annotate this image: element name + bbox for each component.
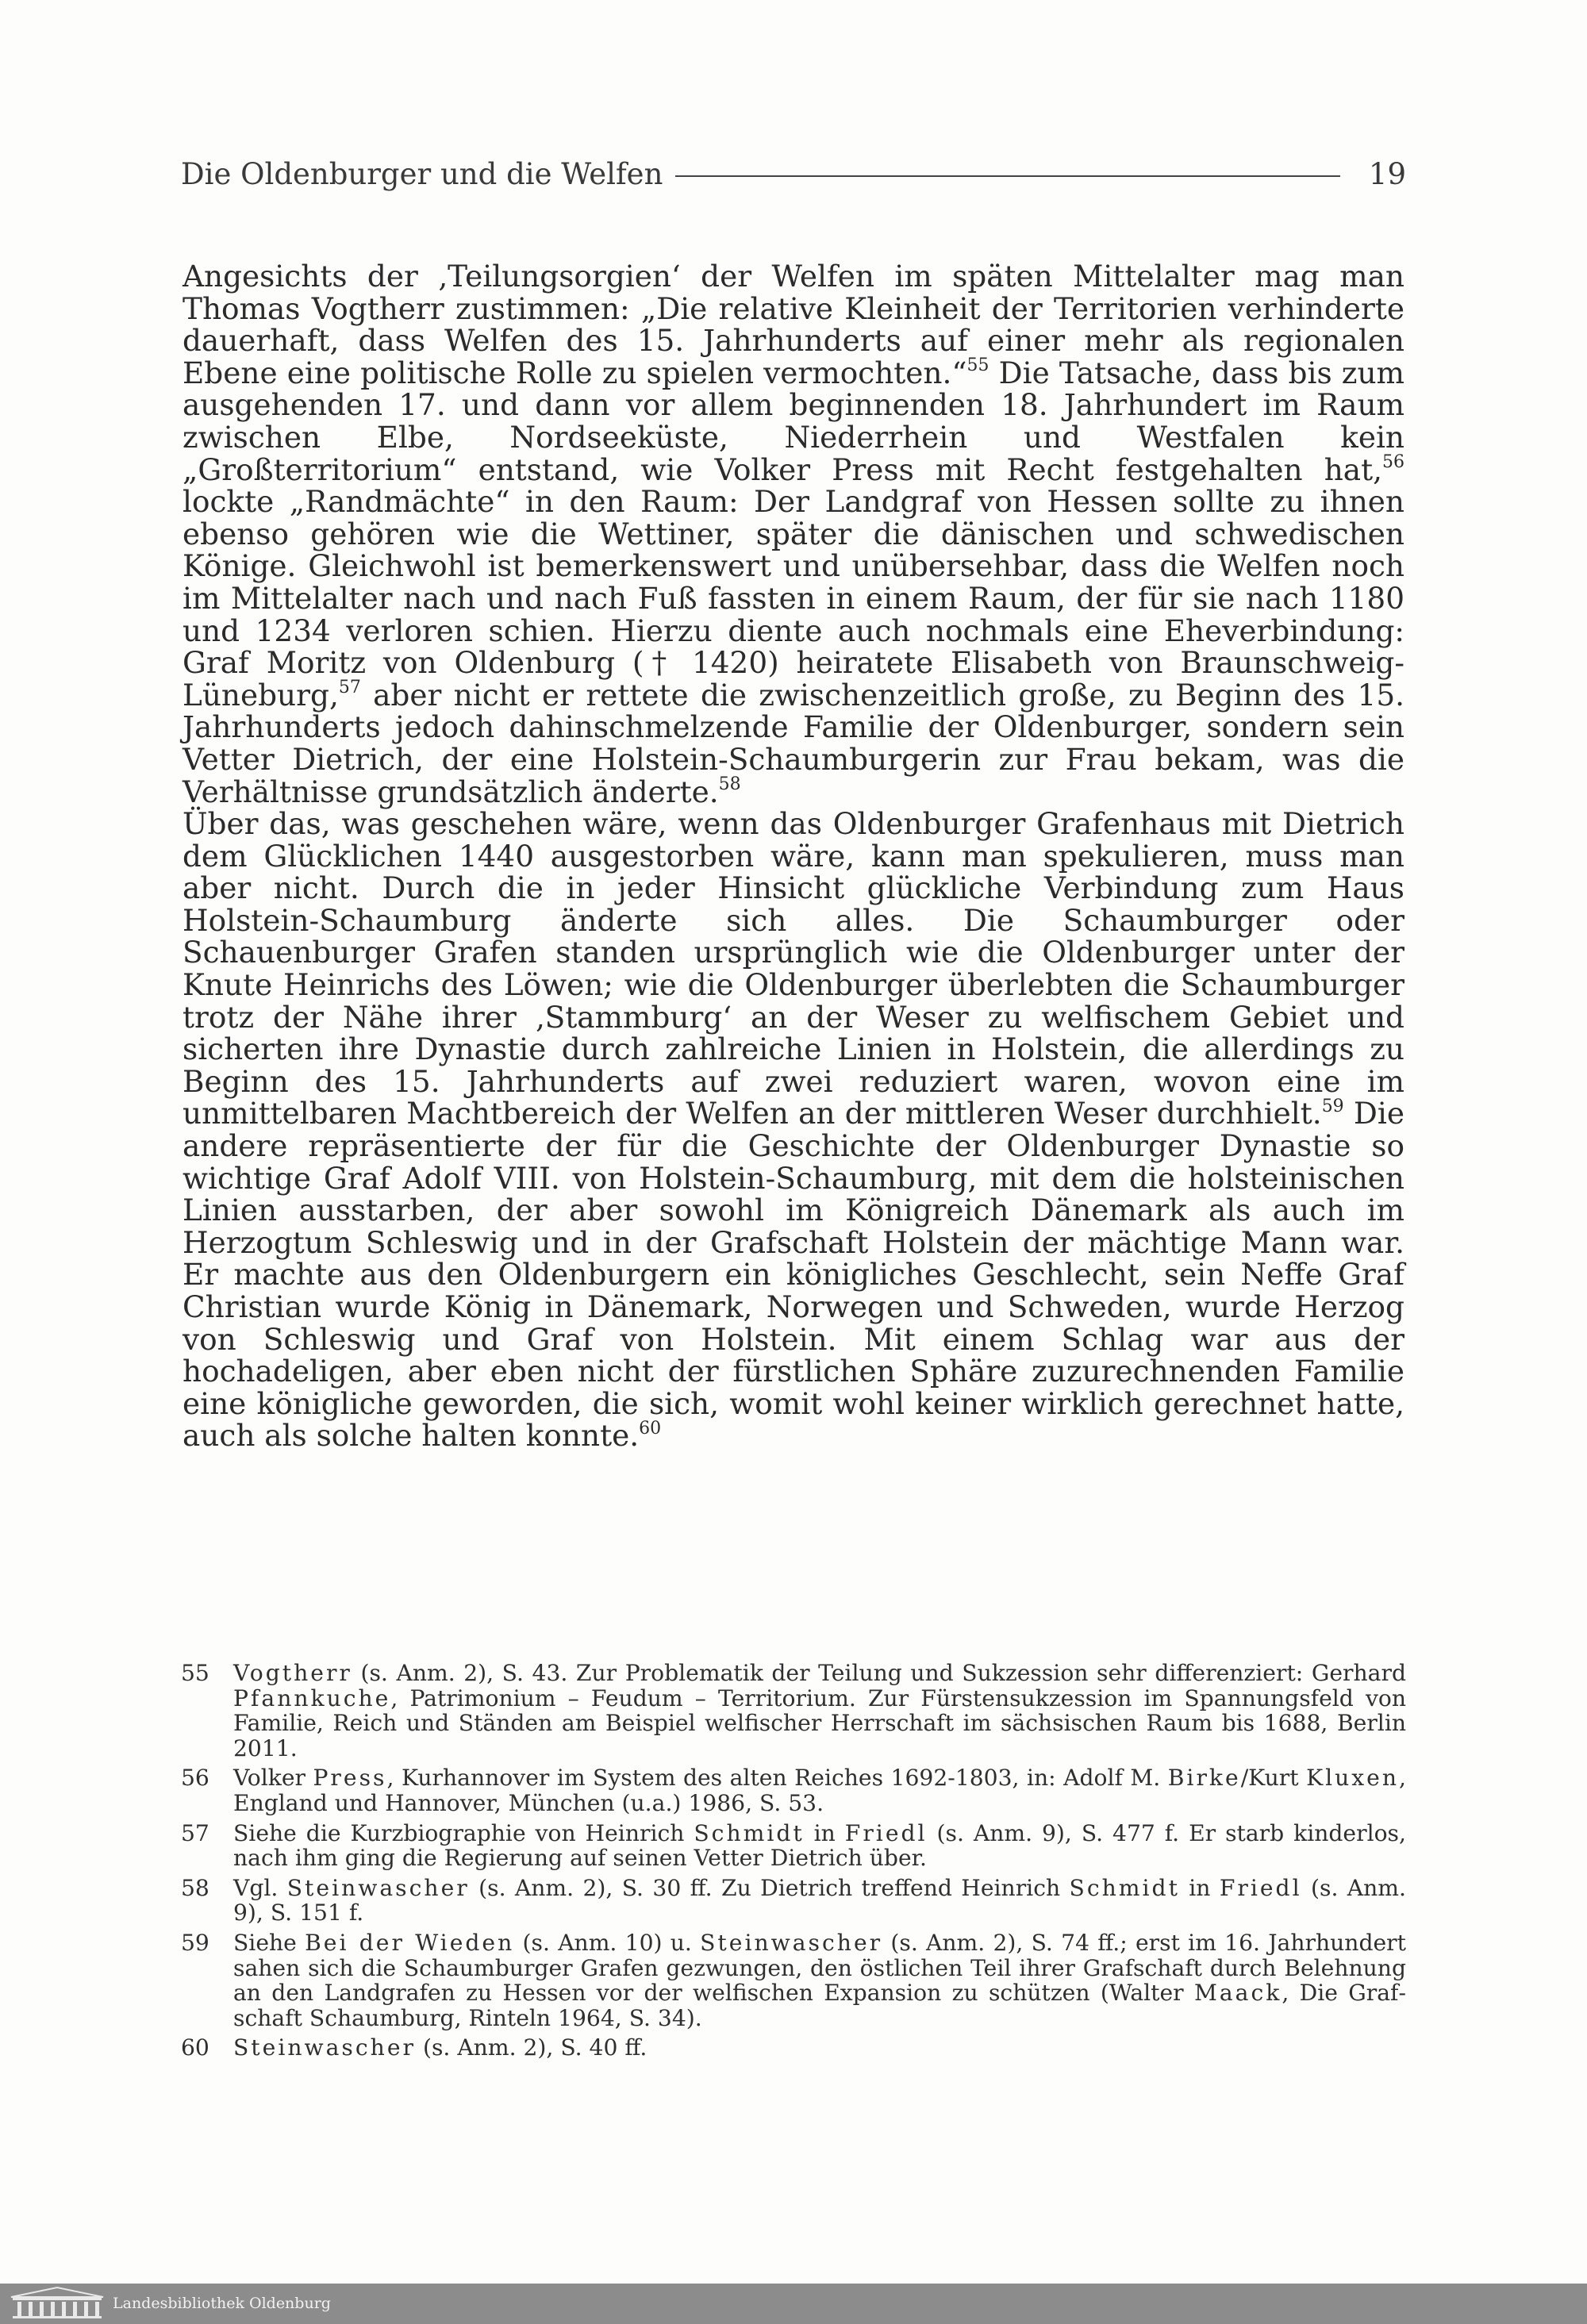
- footnote: [181, 1821, 1406, 1871]
- text-run: Siehe: [233, 1929, 305, 1956]
- footnote-text: [233, 1876, 1406, 1926]
- text-run: (s. Anm. 9), S. 477 f. Er starb kinderlos, nach ihm ging die Regierung auf seinen Vetter Dietrich über.: [233, 1819, 1406, 1872]
- text-run: in: [1179, 1874, 1220, 1901]
- footnote: [181, 1876, 1406, 1926]
- footnote-reference: 59: [1321, 1096, 1344, 1116]
- author-name: Vogtherr: [233, 1660, 352, 1686]
- author-name: Kluxen: [1306, 1765, 1400, 1792]
- author-name: Steinwascher: [233, 2034, 416, 2061]
- author-name: Pfannkuche: [233, 1684, 391, 1711]
- author-name: Bei der Wieden: [305, 1929, 515, 1956]
- author-name: Press: [313, 1765, 387, 1792]
- text-run: lockte „Randmächte“ in den Raum: Der Landgraf von Hessen sollte zu ihnen ebenso gehören wie die Wettiner, später die dänischen und schwedischen Könige. Gleichwohl ist bemerkenswert und unübersehbar, dass die Welfen noch im Mittelalter nach und nach Fuß fassten in einem Raum, der für sie nach 1180 und 1234 verloren schien. Hierzu diente auch nochmals eine Eheverbindung: Graf Moritz von Oldenburg († 1420) heiratete Elisabeth von Braunschweig-Lüneburg,: [183, 484, 1404, 713]
- footnote-number: 59: [181, 1929, 209, 1956]
- author-name: Maack: [1193, 1980, 1282, 2007]
- running-head-title: Die Oldenburger und die Welfen: [181, 156, 663, 191]
- footnote-number: 55: [181, 1660, 209, 1686]
- footnote-number: 60: [181, 2034, 209, 2061]
- text-run: Die andere repräsentierte der für die Geschichte der Oldenburger Dynastie so wichtige Graf Adolf VIII. von Holstein-Schaumburg, mit dem die holsteinischen Linien ausstarben, der aber sowohl im Königreich Dänemark als auch im Herzogtum Schleswig und in der Grafschaft Holstein der mächtige Mann war. Er machte aus den Oldenburgern ein königliches Geschlecht, sein Neffe Graf Christian wurde König in Dänemark, Norwegen und Schweden, wurde Herzog von Schleswig und Graf von Holstein. Mit einem Schlag war aus der hochadeligen, aber eben nicht der fürstlichen Sphäre zuzurechnenden Familie eine königliche geworden, die sich, womit wohl keiner wirklich gerechnet hatte, auch als solche halten konnte.: [183, 1096, 1404, 1454]
- running-head: [181, 153, 1406, 194]
- text-run: , Kurhannover im System des alten Reiches 1692-1803, in: Adolf M.: [386, 1765, 1168, 1792]
- footnote-text: [233, 1821, 1406, 1871]
- text-run: , Patrimonium – Feudum – Territorium. Zur Fürstensukzession im Spannungsfeld von Familie, Reich und Ständen am Beispiel welfischer Herrschaft im sächsischen Raum bis 1688, Berlin 2011.: [233, 1684, 1406, 1761]
- running-head-rule: [675, 175, 1339, 177]
- author-name: Steinwascher: [700, 1929, 883, 1956]
- author-name: Birke: [1167, 1765, 1241, 1792]
- author-name: Schmidt: [1069, 1874, 1180, 1901]
- author-name: Friedl: [1219, 1874, 1302, 1901]
- page-number: 19: [1368, 156, 1406, 191]
- author-name: Steinwascher: [286, 1874, 470, 1901]
- footer-logo: [10, 2286, 331, 2321]
- footnote-number: 57: [181, 1819, 209, 1846]
- text-run: , Die Grafschaft Schaumburg, Rinteln 1964, S. 34).: [233, 1980, 1406, 2031]
- text-run: in: [804, 1819, 845, 1846]
- footnote-text: [233, 1930, 1406, 2030]
- footnote-reference: 55: [966, 355, 989, 376]
- footnote-text: [233, 1765, 1406, 1815]
- footnote-reference: 60: [639, 1418, 662, 1439]
- paragraph: [183, 808, 1404, 1452]
- footnote: [181, 1765, 1406, 1815]
- text-run: (s. Anm. 2), S. 43. Zur Problematik der Teilung und Sukzession sehr differenziert: Gerhard: [352, 1660, 1406, 1686]
- footnote-number: 58: [181, 1874, 209, 1901]
- footnote: [181, 2035, 1406, 2061]
- footnotes: [181, 1661, 1406, 2065]
- text-run: Volker: [233, 1765, 313, 1792]
- text-run: Die Tatsache, dass bis zum ausgehenden 17. und dann vor allem beginnenden 18. Jahrhundert im Raum zwischen Elbe, Nordseeküste, Niederrhein und Westfalen kein „Großterritorium“ entstand, wie Volker Press mit Recht festgehalten hat,: [183, 355, 1404, 487]
- text-run: /Kurt: [1240, 1765, 1307, 1792]
- footnote-text: [233, 2035, 1406, 2061]
- footnote-reference: 56: [1382, 452, 1404, 473]
- text-run: aber nicht er rettete die zwischenzeitlich große, zu Beginn des 15. Jahrhunderts jedoch dahinschmelzende Familie der Oldenburger, sondern sein Vetter Dietrich, der eine Holstein-Schaumburgerin zur Frau bekam, was die Verhältnisse grundsätzlich änderte.: [183, 677, 1404, 809]
- text-run: Vgl.: [233, 1874, 287, 1901]
- body-text: [183, 260, 1404, 1452]
- text-run: (s. Anm. 2), S. 30 ff. Zu Dietrich treffend Heinrich: [469, 1874, 1070, 1901]
- footnote: [181, 1930, 1406, 2030]
- text-run: Siehe die Kurzbiographie von Heinrich: [233, 1819, 694, 1846]
- text-run: (s. Anm. 9), S. 151 f.: [233, 1874, 1406, 1926]
- author-name: Schmidt: [694, 1819, 805, 1846]
- library-building-icon: [10, 2286, 105, 2321]
- text-run: (s. Anm. 10) u.: [514, 1929, 701, 1956]
- footer-label: Landesbibliothek Oldenburg: [113, 2295, 331, 2312]
- footnote-text: [233, 1661, 1406, 1761]
- text-run: (s. Anm. 2), S. 74 ff.; erst im 16. Jahrhundert sahen sich die Schaumburger Grafen gezwungen, den östlichen Teil ihrer Grafschaft durch Belehnung an den Landgrafen zu Hessen vor der welfischen Expansion zu schützen (Walter: [233, 1929, 1406, 2007]
- text-run: (s. Anm. 2), S. 40 ff.: [415, 2034, 647, 2061]
- footnote-number: 56: [181, 1765, 209, 1792]
- paragraph: [183, 260, 1404, 808]
- footnote-reference: 58: [718, 774, 741, 795]
- text-run: Über das, was geschehen wäre, wenn das Oldenburger Grafenhaus mit Dietrich dem Glücklichen 1440 ausgestorben wäre, kann man spekulieren, muss man aber nicht. Durch die in jeder Hinsicht glückliche Verbindung zum Haus Holstein-Schaumburg änderte sich alles. Die Schaumburger oder Schauenburger Grafen standen ursprünglich wie die Oldenburger unter der Knute Heinrichs des Löwen; wie die Oldenburger überlebten die Schaumburger trotz der Nähe ihrer ‚Stammburg‘ an der Weser zu welfischem Gebiet und sicherten ihre Dynastie durch zahlreiche Linien in Holstein, die allerdings zu Beginn des 15. Jahrhunderts auf zwei reduziert waren, wovon eine im unmittelbaren Machtbereich der Welfen an der mittleren Weser durchhielt.: [183, 806, 1404, 1131]
- text-run: , England und Hannover, München (u.a.) 1986, S. 53.: [233, 1765, 1406, 1816]
- footnote-reference: 57: [338, 678, 361, 698]
- author-name: Friedl: [844, 1819, 928, 1846]
- footnote: [181, 1661, 1406, 1761]
- text-run: Angesichts der ‚Teilungsorgien‘ der Welfen im späten Mittelalter mag man Thomas Vogtherr zustimmen: „Die relative Kleinheit der Territorien verhinderte dauerhaft, dass Welfen des 15. Jahrhunderts auf einer mehr als regionalen Ebene eine politische Rolle zu spielen vermochten.“: [183, 259, 1404, 390]
